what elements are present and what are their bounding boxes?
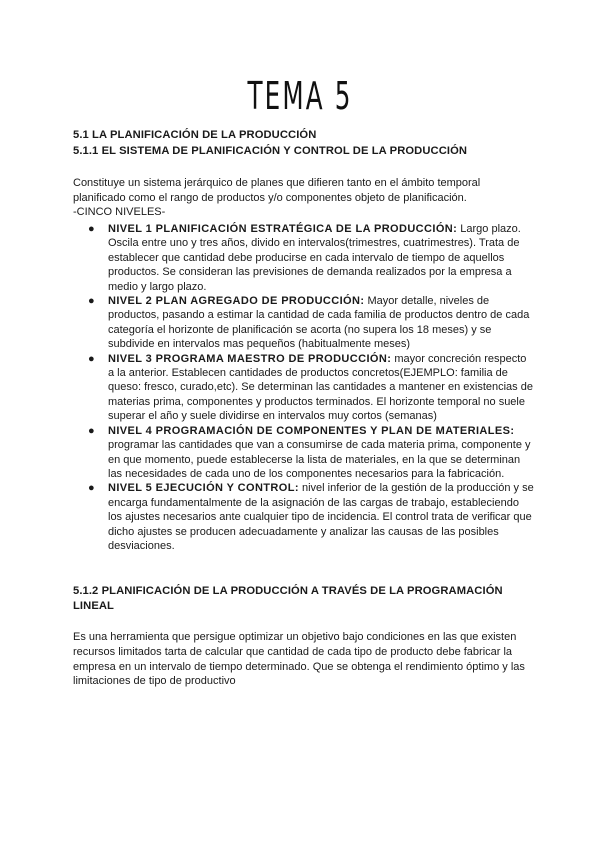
list-item-level-2 (73, 294, 535, 352)
closing-paragraph: Es una herramienta que persigue optimizar un objetivo bajo condiciones en las que existen recursos limitados tarta de calcular que cantidad de cada tipo de producto debe fabricar la empresa en un intervalo de tiempo determinado. Que se obtenga el rendimiento óptimo y las limitaciones de tipo de productivo (73, 631, 525, 688)
level-label: NIVEL 5 EJECUCIÓN Y CONTROL: (108, 482, 299, 495)
level-text: mayor concreción respecto a la anterior. Establecen cantidades de productos concretos(EJEMPLO: familia de queso: fresco, curado,etc). Se determinan las cantidades a mantener en existencias de materias prima, componentes y productos terminados. El horizonte temporal no suele superar el año y suele dividirse en intervalos muy cortos (semanas) (108, 352, 533, 423)
section-heading-5-1: 5.1 LA PLANIFICACIÓN DE LA PRODUCCIÓN (73, 129, 317, 141)
level-text: nivel inferior de la gestión de la producción y se encarga fundamentalmente de la asignación de las cargas de trabajo, estableciendo los ajustes necesarios ante cualquier tipo de incidencia. El control trata de verificar que dicho ajustes se producen adecuadamente y analizar las causas de las posibles desviaciones. (108, 482, 534, 552)
bullet-icon: ● (88, 295, 95, 308)
levels-list (73, 222, 535, 553)
level-label: NIVEL 3 PROGRAMA MAESTRO DE PRODUCCIÓN: (108, 352, 392, 365)
intro-paragraph: Constituye un sistema jerárquico de planes que difieren tanto en el ámbito temporal planificado como el rango de productos y/o componentes objeto de planificación. (73, 177, 481, 204)
section-heading-5-1-1: 5.1.1 EL SISTEMA DE PLANIFICACIÓN Y CONTROL DE LA PRODUCCIÓN (73, 145, 468, 157)
list-item-level-3 (73, 352, 535, 424)
level-text: Mayor detalle, niveles de productos, pasando a estimar la cantidad de cada familia de productos dentro de cada categoría el horizonte de planificación se acorta (no supera los 18 meses) y se subdivide en intervalos mas pequeños (habitualmente meses) (108, 295, 530, 351)
page-title: TEMA 5 (247, 74, 353, 118)
bullet-icon: ● (88, 223, 95, 235)
bullet-icon: ● (88, 482, 95, 495)
level-label: NIVEL 4 PROGRAMACIÓN DE COMPONENTES Y PLAN DE MATERIALES: (108, 424, 515, 437)
level-text: Largo plazo. Oscila entre uno y tres años, divido en intervalos(trimestres, cuatrimestres). Trata de establecer que cantidad debe producirse en cada intervalo de tiempo de aquellos productos. Se consideran las previsiones de demanda realizados por la empresa a medio y largo plazo. (108, 223, 521, 293)
bullet-icon: ● (88, 352, 95, 365)
list-item-level-1 (73, 222, 535, 294)
list-item-level-5 (73, 481, 535, 553)
level-label: NIVEL 2 PLAN AGREGADO DE PRODUCCIÓN: (108, 295, 365, 308)
levels-note: -CINCO NIVELES- (73, 206, 166, 218)
list-item-level-4 (73, 424, 535, 482)
bullet-icon: ● (88, 424, 95, 437)
section-heading-5-1-2: 5.1.2 PLANIFICACIÓN DE LA PRODUCCIÓN A TRAVÉS DE LA PROGRAMACIÓN LINEAL (73, 585, 503, 612)
level-label: NIVEL 1 PLANIFICACIÓN ESTRATÉGICA DE LA PRODUCCIÓN: (108, 223, 458, 235)
level-text: programar las cantidades que van a consumirse de cada materia prima, componente y en que momento, puede establecerse la lista de materiales, en la que se determinan las necesidades de cada uno de los componentes necesarios para la fabricación. (108, 439, 531, 480)
